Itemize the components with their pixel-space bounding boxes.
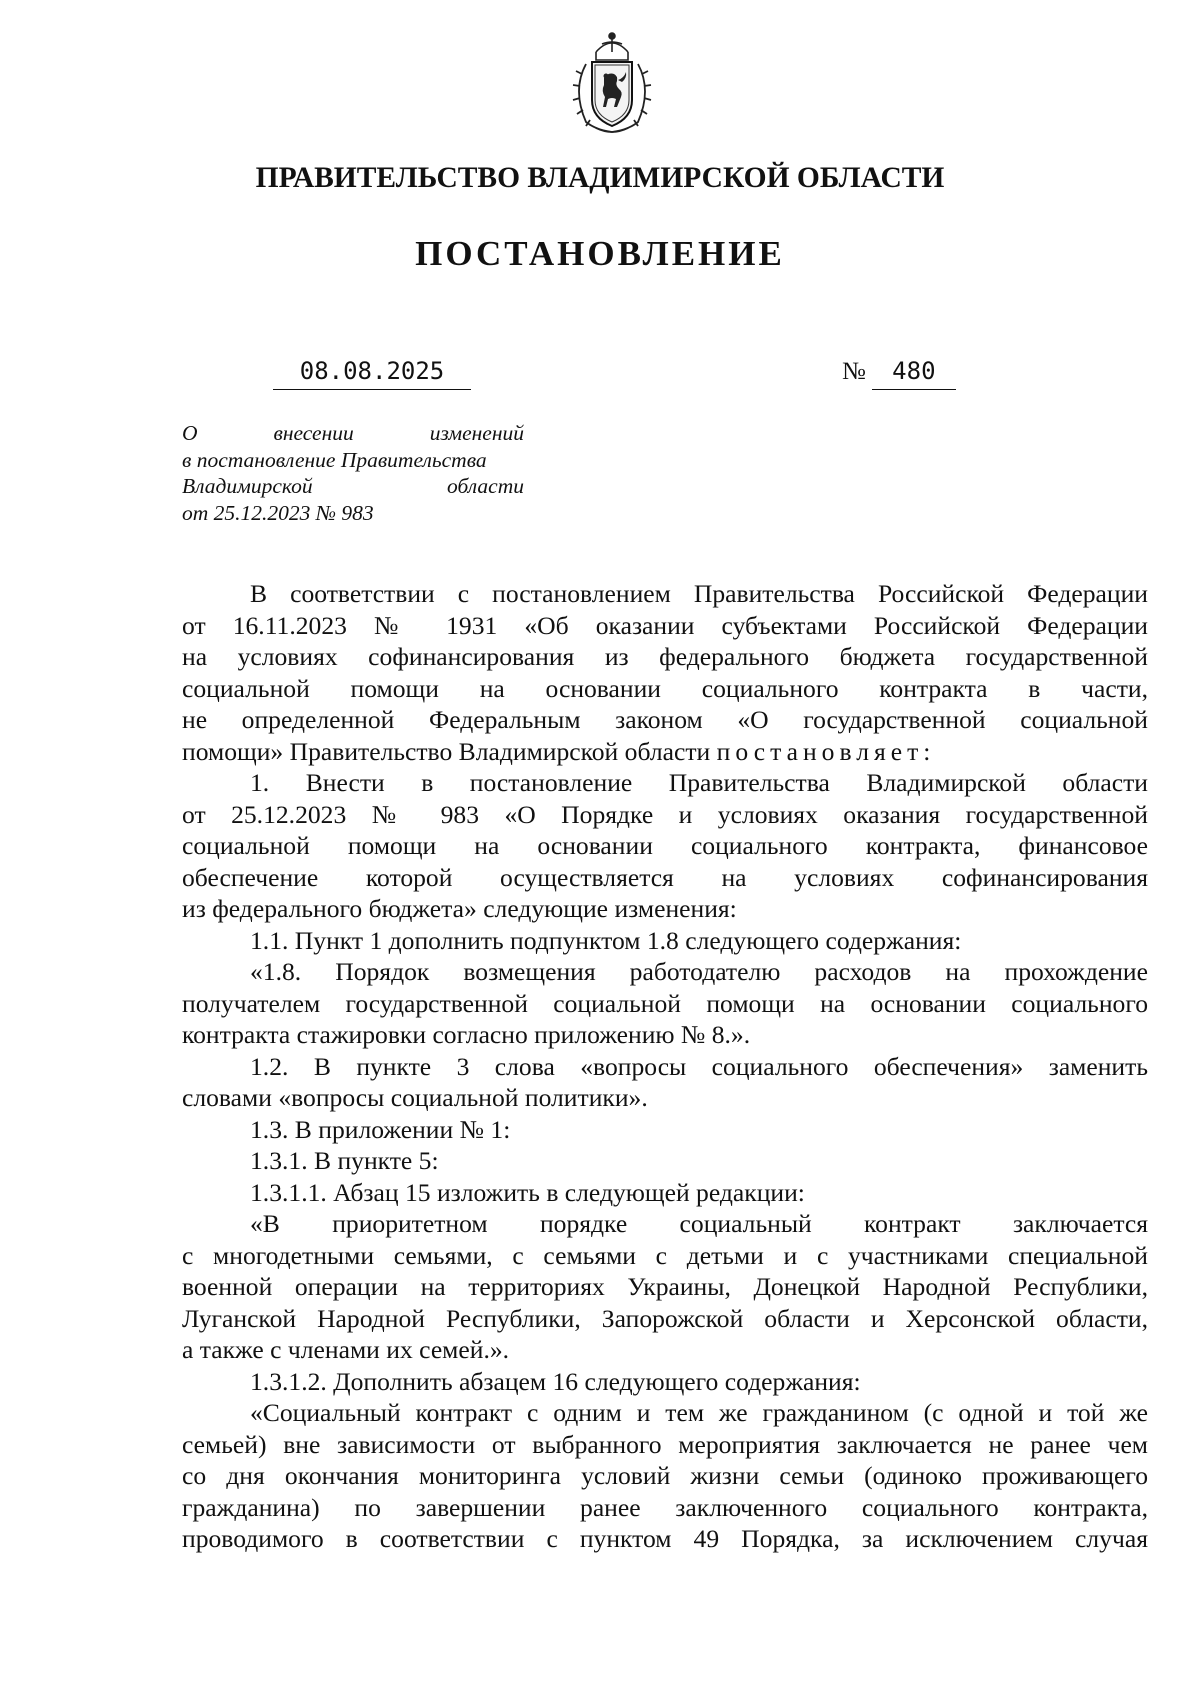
- body-line: не определенной Федеральным законом «О государственной социальной: [182, 705, 1148, 734]
- document-subject: [182, 420, 524, 526]
- body-line: социальной помощи на основании социального контракта в части,: [182, 673, 1148, 703]
- body-line: получателем государственной социальной помощи на основании социального: [182, 988, 1148, 1018]
- document-date: 08.08.2025: [273, 356, 471, 390]
- body-line: 1.1. Пункт 1 дополнить подпунктом 1.8 следующего содержания:: [250, 925, 962, 955]
- body-line: 1. Внести в постановление Правительства Владимирской области: [250, 768, 1148, 797]
- body-line: «Социальный контракт с одним и тем же гражданином (с одной и той же: [250, 1398, 1148, 1427]
- spaced-verb: постановляет:: [716, 736, 936, 766]
- body-line: В соответствии с постановлением Правительства Российской Федерации: [250, 579, 1148, 608]
- body-line: Луганской Народной Республики, Запорожской области и Херсонской области,: [182, 1303, 1148, 1333]
- body-line: обеспечение которой осуществляется на условиях софинансирования: [182, 862, 1148, 892]
- body-line: с многодетными семьями, с семьями с детьми и с участниками специальной: [182, 1240, 1148, 1270]
- coat-of-arms-emblem: [566, 30, 658, 136]
- body-line: семьей) вне зависимости от выбранного мероприятия заключается не ранее чем: [182, 1429, 1148, 1459]
- document-number-block: [842, 356, 956, 390]
- body-line: со дня окончания мониторинга условий жизни семьи (одиноко проживающего: [182, 1461, 1148, 1490]
- body-line: от 16.11.2023 № 1931 «Об оказании субъектами Российской Федерации: [182, 610, 1148, 640]
- body-line: проводимого в соответствии с пунктом 49 Порядка, за исключением случая: [182, 1524, 1148, 1553]
- number-sign: №: [842, 358, 866, 385]
- body-line: а также с членами их семей.».: [182, 1335, 510, 1364]
- body-line: на условиях софинансирования из федерального бюджета государственной: [182, 642, 1148, 671]
- organization-title: ПРАВИТЕЛЬСТВО ВЛАДИМИРСКОЙ ОБЛАСТИ: [255, 162, 945, 194]
- subject-line: от 25.12.2023 № 983: [182, 500, 374, 525]
- document-number: 480: [872, 356, 956, 390]
- subject-line: Владимирской области: [182, 474, 524, 498]
- body-line: контракта стажировки согласно приложению № 8.».: [182, 1020, 751, 1049]
- body-line: «В приоритетном порядке социальный контракт заключается: [250, 1209, 1148, 1238]
- document-body: [182, 578, 1148, 1555]
- subject-line: в постановление Правительства: [182, 447, 487, 472]
- document-type-title: ПОСТАНОВЛЕНИЕ: [415, 234, 785, 273]
- body-line: военной операции на территориях Украины, Донецкой Народной Республики,: [182, 1272, 1148, 1301]
- body-line: социальной помощи на основании социального контракта, финансовое: [182, 831, 1148, 860]
- body-line: 1.3.1. В пункте 5:: [250, 1146, 439, 1175]
- body-line: гражданина) по завершении ранее заключенного социального контракта,: [182, 1492, 1148, 1522]
- body-line: 1.3. В приложении № 1:: [250, 1114, 511, 1144]
- body-line: «1.8. Порядок возмещения работодателю расходов на прохождение: [250, 957, 1148, 986]
- body-line: 1.3.1.2. Дополнить абзацем 16 следующего содержания:: [250, 1366, 861, 1396]
- body-line-part: помощи» Правительство Владимирской области: [182, 736, 711, 766]
- body-line: [182, 736, 1148, 768]
- body-line: словами «вопросы социальной политики».: [182, 1083, 648, 1112]
- body-line: 1.2. В пункте 3 слова «вопросы социального обеспечения» заменить: [250, 1051, 1148, 1081]
- body-line: от 25.12.2023 № 983 «О Порядке и условиях оказания государственной: [182, 799, 1148, 829]
- subject-line: О внесении изменений: [182, 421, 524, 445]
- body-line: из федерального бюджета» следующие изменения:: [182, 894, 737, 923]
- body-line: 1.3.1.1. Абзац 15 изложить в следующей редакции:: [250, 1177, 805, 1207]
